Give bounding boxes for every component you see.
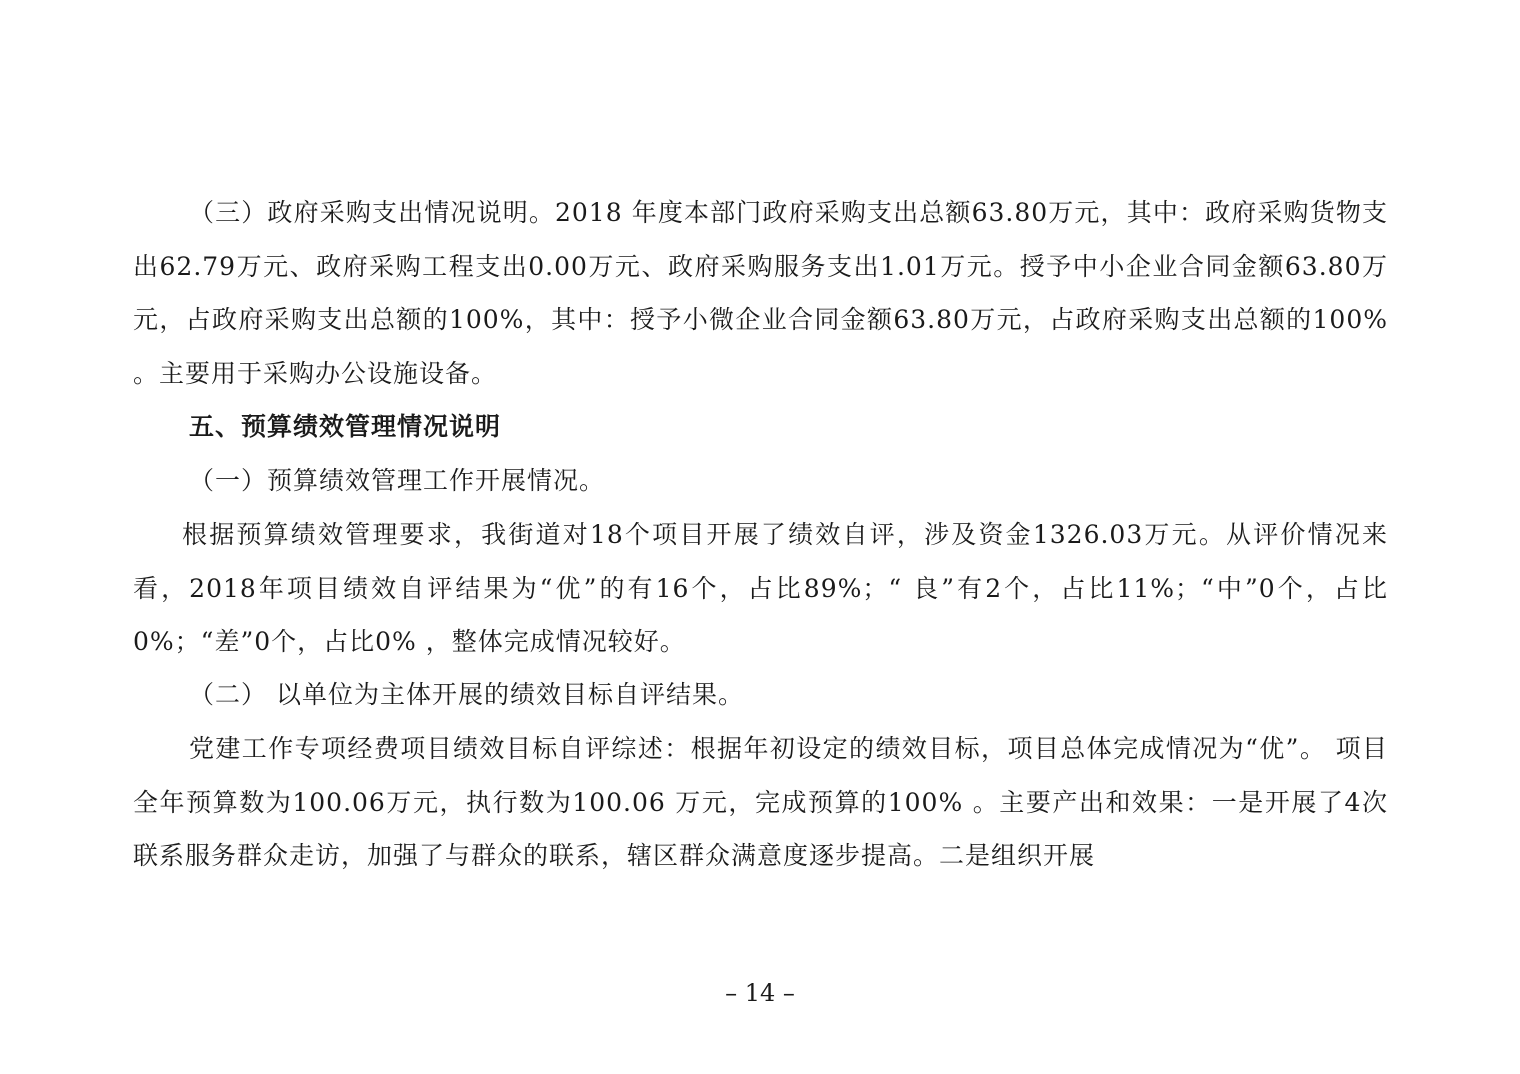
section-heading: 五、预算绩效管理情况说明 <box>189 412 502 441</box>
subheading-work-status: （一）预算绩效管理工作开展情况。 <box>189 466 606 495</box>
page-number: – 14 – <box>725 979 795 1007</box>
procurement-paragraph: （三）政府采购支出情况说明。2018 年度本部门政府采购支出总额63.80万元，其中：政府采购货物支出62.79万元、政府采购工程支出0.00万元、政府采购服务支出1.01万元。授予中小企业合同金额63.80万元，占政府采购支出总额的100%，其中：授予小微企业合同金额63.80万元，占政府采购支出总额的100% 。主要用于采购办公设施设备。 <box>133 198 1388 388</box>
subheading-self-evaluation: （二） 以单位为主体开展的绩效目标自评结果。 <box>189 680 744 709</box>
party-building-paragraph: 党建工作专项经费项目绩效目标自评综述：根据年初设定的绩效目标，项目总体完成情况为“优”。 项目全年预算数为100.06万元，执行数为100.06 万元，完成预算的100% 。主要产出和效果：一是开展了4次联系服务群众走访，加强了与群众的联系，辖区群众满意度逐步提高。二是组织开展 <box>133 734 1388 870</box>
evaluation-paragraph: 根据预算绩效管理要求，我街道对18个项目开展了绩效自评，涉及资金1326.03万元。从评价情况来看，2018年项目绩效自评结果为“优”的有16个，占比89%；“ 良”有2个，占比11%；“中”0个，占比0%；“差”0个，占比0% ，整体完成情况较好。 <box>133 520 1388 656</box>
